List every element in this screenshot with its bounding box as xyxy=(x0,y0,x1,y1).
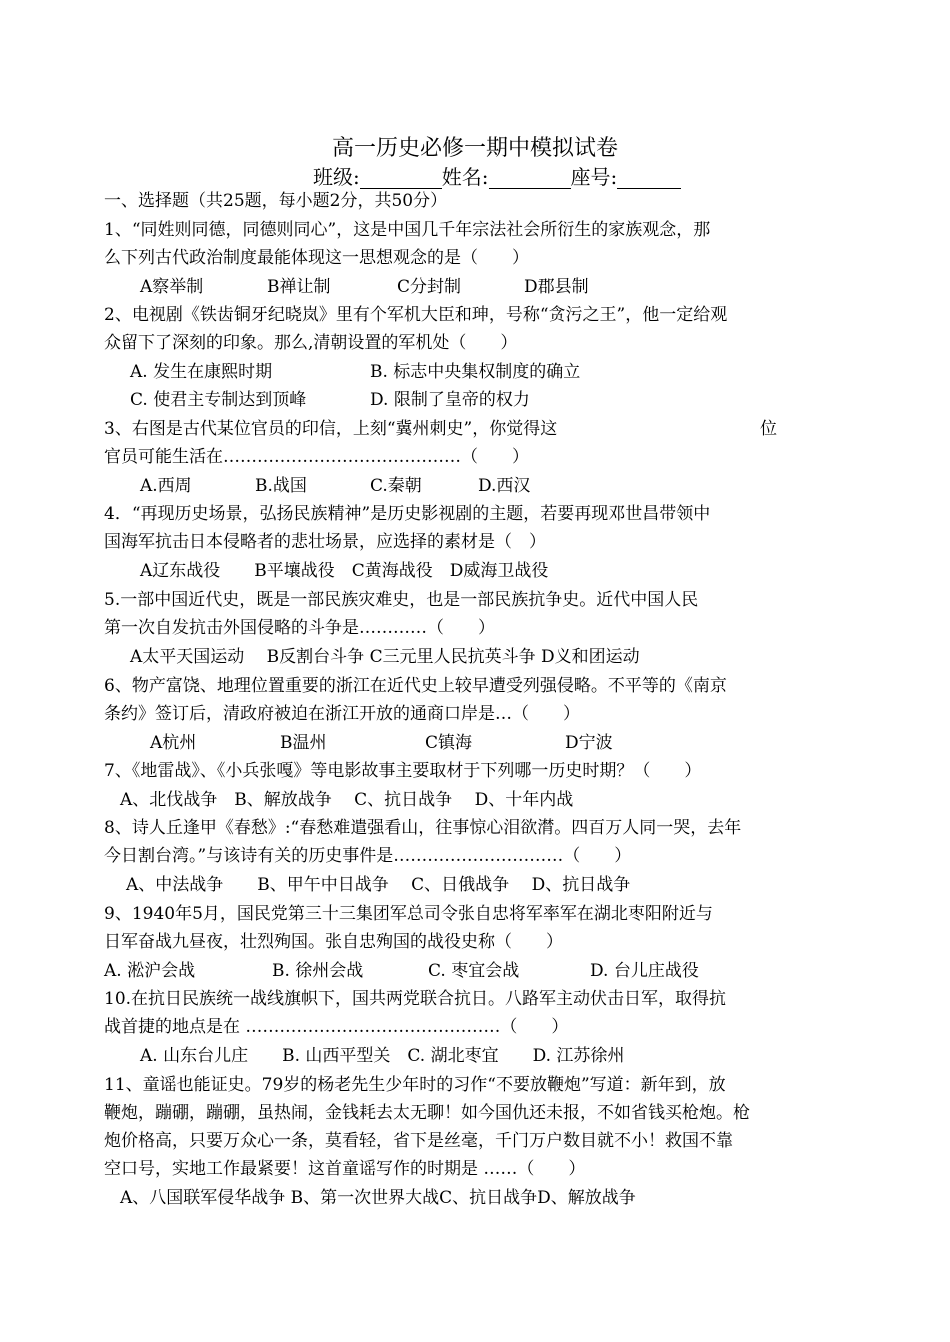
q1-option-a[interactable]: A察举制 xyxy=(140,277,204,297)
question-6-line-1: 6、物产富饶、地理位置重要的浙江在近代史上较早遭受列强侵略。不平等的《南京 xyxy=(104,676,727,696)
question-9-line-2: 日军奋战九昼夜，壮烈殉国。张自忠殉国的战役史称（ ） xyxy=(104,932,563,952)
class-blank[interactable] xyxy=(360,168,442,189)
question-3-line-2: 官员可能生活在……………………………………（ ） xyxy=(104,447,529,467)
q6-option-b[interactable]: B温州 xyxy=(280,733,327,753)
q2-option-b[interactable]: B. 标志中央集权制度的确立 xyxy=(370,362,581,382)
question-3-line-1-end: 位 xyxy=(760,419,777,439)
question-4-line-2: 国海军抗击日本侵略者的悲壮场景，应选择的素材是（ ） xyxy=(104,532,546,552)
seat-blank[interactable] xyxy=(617,168,681,189)
question-1-line-2: 么下列古代政治制度最能体现这一思想观念的是（ ） xyxy=(104,248,529,268)
q9-option-c[interactable]: C. 枣宜会战 xyxy=(428,961,520,981)
question-8-line-1: 8、诗人丘逢甲《春愁》:“春愁难遣强看山，往事惊心泪欲潸。四百万人同一哭，去年 xyxy=(104,818,742,838)
section-heading: 一、选择题（共25题，每小题2分，共50分） xyxy=(104,191,448,211)
q3-option-a[interactable]: A.西周 xyxy=(140,476,192,496)
q6-option-a[interactable]: A杭州 xyxy=(150,733,197,753)
question-11-line-4: 空口号，实地工作最紧要！这首童谣写作的时期是 ……（ ） xyxy=(104,1159,586,1179)
q9-option-d[interactable]: D. 台儿庄战役 xyxy=(590,961,699,981)
question-8-line-2: 今日割台湾。”与该诗有关的历史事件是…………………………（ ） xyxy=(104,846,632,866)
question-10-line-2: 战首捷的地点是在 ………………………………………（ ） xyxy=(104,1017,569,1037)
q3-option-d[interactable]: D.西汉 xyxy=(478,476,531,496)
q3-option-b[interactable]: B.战国 xyxy=(255,476,307,496)
question-3-line-1: 3、右图是古代某位官员的印信，上刻“冀州刺史”，你觉得这 xyxy=(104,419,558,439)
q4-options[interactable]: A辽东战役 B平壤战役 C黄海战役 D威海卫战役 xyxy=(140,561,549,581)
question-9-line-1: 9、1940年5月，国民党第三十三集团军总司令张自忠将军率军在湖北枣阳附近与 xyxy=(104,904,713,924)
question-5-line-1: 5.一部中国近代史，既是一部民族灾难史，也是一部民族抗争史。近代中国人民 xyxy=(104,590,699,610)
q7-options[interactable]: A、北伐战争 B、解放战争 C、抗日战争 D、十年内战 xyxy=(120,790,574,810)
name-blank[interactable] xyxy=(489,168,571,189)
q2-option-d[interactable]: D. 限制了皇帝的权力 xyxy=(370,390,530,410)
q1-option-d[interactable]: D郡县制 xyxy=(524,277,589,297)
q2-option-c[interactable]: C. 使君主专制达到顶峰 xyxy=(130,390,307,410)
q10-options[interactable]: A. 山东台儿庄 B. 山西平型关 C. 湖北枣宜 D. 江苏徐州 xyxy=(140,1046,625,1066)
question-11-line-3: 炮价格高，只要万众心一条，莫看轻，省下是丝毫，千门万户数目就不小！救国不靠 xyxy=(104,1131,733,1151)
question-7-line-1: 7、《地雷战》、《小兵张嘎》等电影故事主要取材于下列哪一历史时期？（ ） xyxy=(104,761,702,781)
q6-option-c[interactable]: C镇海 xyxy=(425,733,473,753)
q8-options[interactable]: A、中法战争 B、甲午中日战争 C、日俄战争 D、抗日战争 xyxy=(126,875,631,895)
question-6-line-2: 条约》签订后，清政府被迫在浙江开放的通商口岸是…（ ） xyxy=(104,704,580,724)
page-title: 高一历史必修一期中模拟试卷 xyxy=(331,136,618,161)
name-label: 姓名 xyxy=(441,165,482,189)
q5-options[interactable]: A太平天国运动 B反割台斗争 C三元里人民抗英斗争 D义和团运动 xyxy=(130,647,640,667)
q9-option-a[interactable]: A. 淞沪会战 xyxy=(104,961,196,981)
question-4-line-1: 4．“再现历史场景，弘扬民族精神”是历史影视剧的主题，若要再现邓世昌带领中 xyxy=(104,504,711,524)
question-2-line-1: 2、电视剧《铁齿铜牙纪晓岚》里有个军机大臣和珅，号称“贪污之王”，他一定给观 xyxy=(104,305,728,325)
q9-option-b[interactable]: B. 徐州会战 xyxy=(272,961,364,981)
student-info-header: 班级: 姓名: 座号: xyxy=(313,165,681,189)
seat-label: 座号 xyxy=(570,165,611,189)
question-2-line-2: 众留下了深刻的印象。那么,清朝设置的军机处（ ） xyxy=(104,333,518,353)
q6-option-d[interactable]: D宁波 xyxy=(565,733,613,753)
question-11-line-2: 鞭炮，蹦硼，蹦硼，虽热闹，金钱耗去太无聊！如今国仇还未报，不如省钱买枪炮。枪 xyxy=(104,1103,750,1123)
class-label: 班级 xyxy=(313,165,353,189)
q2-option-a[interactable]: A. 发生在康熙时期 xyxy=(130,362,273,382)
question-5-line-2: 第一次自发抗击外国侵略的斗争是…………（ ） xyxy=(104,618,495,638)
question-10-line-1: 10.在抗日民族统一战线旗帜下，国共两党联合抗日。八路军主动伏击日军，取得抗 xyxy=(104,989,727,1009)
q1-option-c[interactable]: C分封制 xyxy=(397,277,462,297)
q3-option-c[interactable]: C.秦朝 xyxy=(370,476,422,496)
question-1-line-1: 1、“同姓则同德，同德则同心”，这是中国几千年宗法社会所衍生的家族观念，那 xyxy=(104,220,711,240)
question-11-line-1: 11、童谣也能证史。79岁的杨老先生少年时的习作“不要放鞭炮”写道：新年到，放 xyxy=(104,1075,726,1095)
q1-option-b[interactable]: B禅让制 xyxy=(267,277,331,297)
q11-options[interactable]: A、八国联军侵华战争 B、第一次世界大战C、抗日战争D、解放战争 xyxy=(120,1188,636,1208)
